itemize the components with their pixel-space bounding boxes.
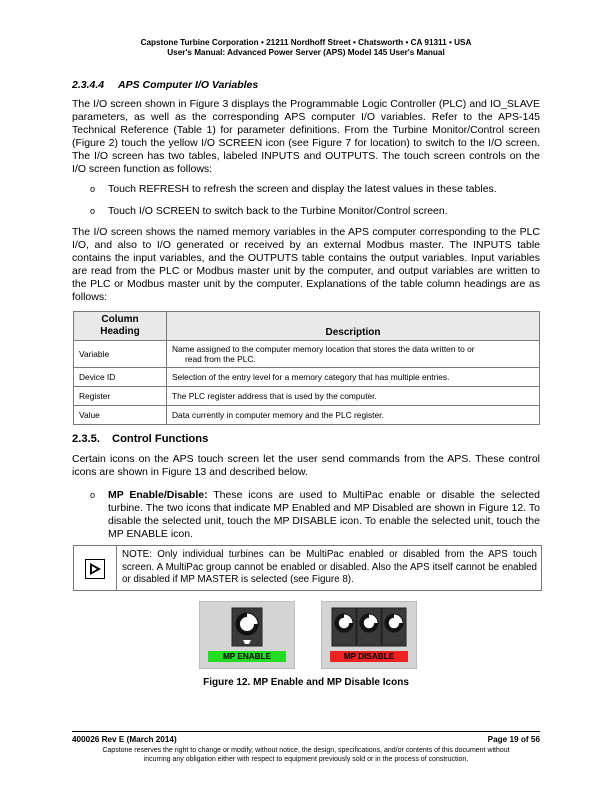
table-header-row — [74, 312, 540, 341]
bullet-mp-enable-disable — [90, 489, 540, 541]
footer-divider — [72, 731, 540, 732]
arrow-right-icon — [85, 559, 105, 579]
page-header-line1: Capstone Turbine Corporation • 21211 Nordhoff Street • Chatsworth • CA 91311 • USA — [140, 38, 472, 47]
section-number: 2.3.5. — [72, 433, 100, 445]
page-header-line2: User's Manual: Advanced Power Server (APS) Model 145 User's Manual — [167, 48, 445, 57]
table-cell-heading: Device ID — [74, 368, 167, 387]
table-cell-description: The PLC register address that is used by the computer. — [167, 387, 540, 406]
table-cell-heading: Variable — [74, 341, 167, 368]
mp-disable-label: MP DISABLE — [330, 651, 408, 662]
section-heading-2-3-5 — [72, 433, 208, 445]
section-heading-2-3-4-4 — [72, 79, 258, 91]
table-cell-heading: Register — [74, 387, 167, 406]
table-row — [74, 406, 540, 425]
memory-variables-paragraph: The I/O screen shows the named memory variables in the APS computer corresponding to the PLC I/O, and also to I/O generated or received by an external Modbus master. The INPUTS table contains the input variables, and the OUTPUTS table contains the output variables. Input variables are read from the PLC or Modbus master unit by the computer, and output variables are written to the PLC or Modbus master unit by the computer. Explanations of the table column headings are as follows: — [72, 226, 540, 304]
page-number: Page 19 of 56 — [487, 735, 540, 744]
table-row — [74, 368, 540, 387]
mp-enable-label: MP ENABLE — [208, 651, 286, 662]
document-revision: 400026 Rev E (March 2014) — [72, 735, 177, 744]
bullet-text: Touch I/O SCREEN to switch back to the Turbine Monitor/Control screen. — [108, 205, 448, 217]
bullet-io-screen — [90, 205, 540, 218]
table-cell-description: Selection of the entry level for a memory category that has multiple entries. — [167, 368, 540, 387]
table-row — [74, 341, 540, 368]
table-cell-heading: Value — [74, 406, 167, 425]
note-box — [73, 545, 542, 591]
bullet-label: MP Enable/Disable: — [108, 489, 208, 501]
mp-enable-icon-image — [199, 601, 295, 669]
figure-caption: Figure 12. MP Enable and MP Disable Icons — [203, 677, 409, 688]
turbine-group-icon — [322, 602, 416, 652]
bullet-circle-icon: o — [90, 490, 96, 500]
mp-disable-icon-image — [321, 601, 417, 669]
bullet-circle-icon: o — [90, 184, 96, 194]
footer-disclaimer: Capstone reserves the right to change or modify, without notice, the design, specifications, and/or contents of this document without incurring any obligation either with respect to equipment previously sold or in the process of construction. — [102, 747, 510, 763]
note-text: NOTE: Only individual turbines can be MultiPac enabled or disabled from the APS touch screen. A MultiPac group cannot be enabled or disabled. Also the APS itself cannot be enabled or disabled if MP MASTER is selected (see Figure 8). — [122, 549, 537, 586]
section-title: Control Functions — [112, 433, 209, 445]
table-row — [74, 387, 540, 406]
description-header: Description — [167, 312, 540, 341]
bullet-circle-icon: o — [90, 206, 96, 216]
turbine-icon — [200, 602, 294, 652]
section-title: APS Computer I/O Variables — [118, 79, 259, 91]
bullet-text: Touch REFRESH to refresh the screen and display the latest values in these tables. — [108, 183, 497, 195]
table-cell-description: Name assigned to the computer memory location that stores the data written to or read from the PLC. — [167, 341, 540, 368]
bullet-text: These icons are used to MultiPac enable or disable the selected turbine. The two icons that indicate MP Enabled and MP Disabled are shown in Figure 12. To disable the selected unit, touch the MP DISABLE icon. To enable the selected unit, touch the MP ENABLE icon. — [108, 489, 541, 541]
column-headings-table — [73, 311, 540, 425]
control-functions-paragraph: Certain icons on the APS touch screen let the user send commands from the APS. These control icons are shown in Figure 13 and described below. — [72, 453, 540, 479]
io-screen-paragraph: The I/O screen shown in Figure 3 displays the Programmable Logic Controller (PLC) and IO_SLAVE parameters, as well as the corresponding APS computer I/O variables. Refer to the APS-145 Technical Reference (Table 1) for parameter definitions. From the Turbine Monitor/Control screen (Figure 2) touch the yellow I/O SCREEN icon (see Figure 7 for location) to switch to the I/O screen. The I/O screen has two tables, labeled INPUTS and OUTPUTS. The touch screen controls on the I/O screen function as follows: — [72, 98, 540, 176]
bullet-refresh — [90, 183, 540, 196]
column-heading-header: Column Heading — [74, 312, 167, 341]
section-number: 2.3.4.4 — [72, 79, 105, 91]
table-cell-description: Data currently in computer memory and the PLC register. — [167, 406, 540, 425]
